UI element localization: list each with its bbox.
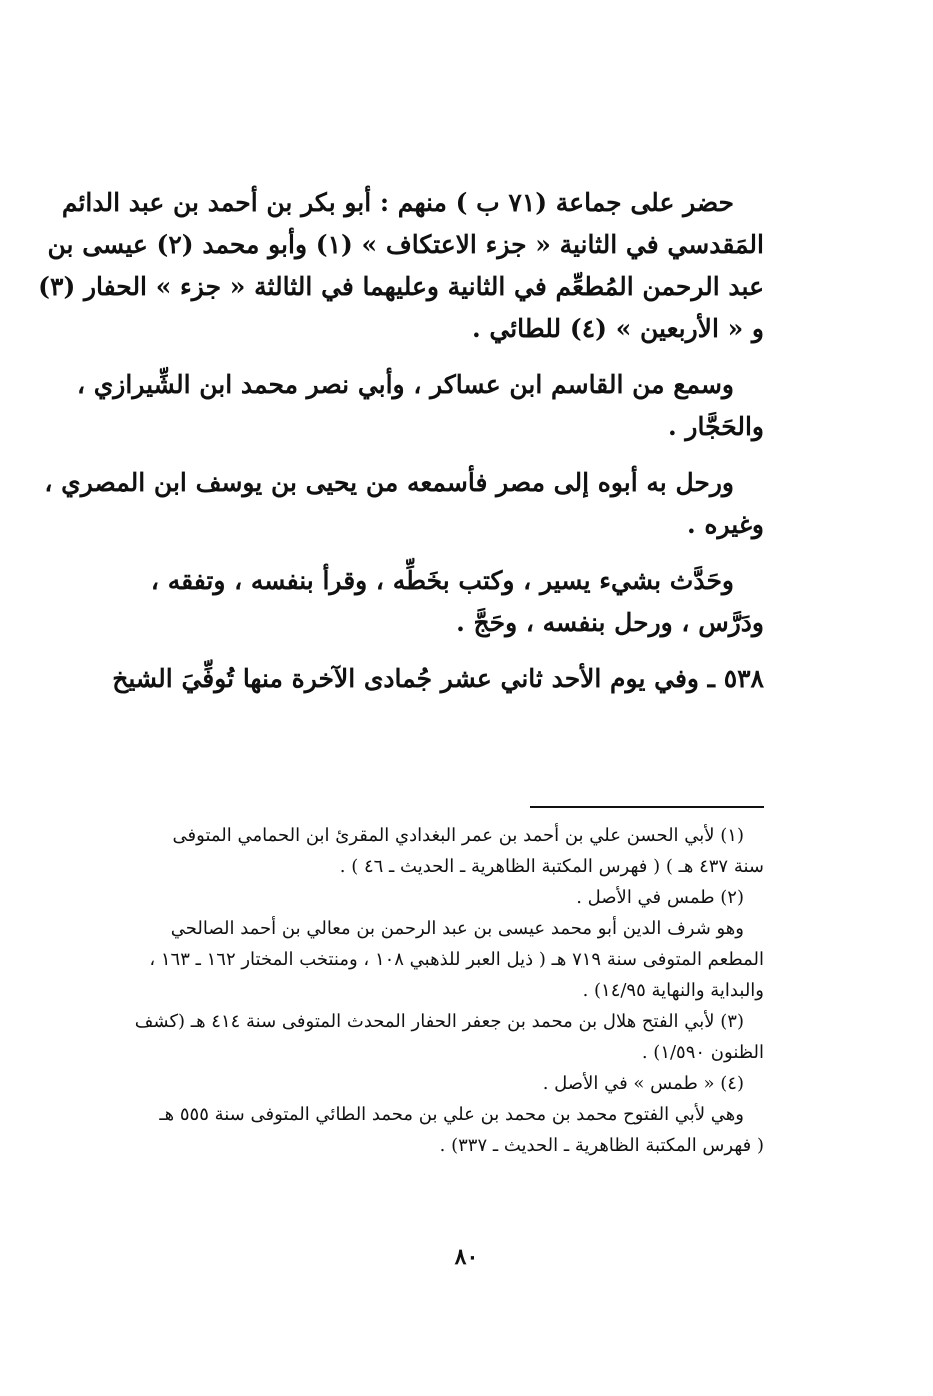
main-line-6: والحَجَّار . — [667, 412, 764, 441]
main-line-9: وحَدَّث بشيء يسير ، وكتب بخَطِّه ، وقرأ بنفسه ، وتفقه ، — [150, 566, 734, 595]
main-line-7: ورحل به أبوه إلى مصر فأسمعه من يحيى بن يوسف ابن المصري ، — [44, 468, 734, 497]
footnotes — [104, 820, 764, 1161]
footnote-4: (٤) « طمس » في الأصل . — [542, 1073, 744, 1094]
main-line-1: حضر على جماعة (٧١ ب ) منهم : أبو بكر بن أحمد بن عبد الدائم — [61, 188, 734, 217]
footnote-2: (٢) طمس في الأصل . — [576, 887, 744, 908]
footnote-2-cont-2: والبداية والنهاية ١٤/٩٥) . — [582, 980, 764, 1001]
main-line-8: وغيره . — [687, 510, 764, 539]
footnote-separator — [530, 806, 764, 808]
main-text — [38, 182, 764, 700]
footnote-1: (١) لأبي الحسن علي بن أحمد بن عمر البغدادي المقرئ ابن الحمامي المتوفى — [172, 825, 744, 846]
footnote-3: (٣) لأبي الفتح هلال بن محمد بن جعفر الحفار المحدث المتوفى سنة ٤١٤ هـ (كشف — [134, 1011, 744, 1032]
footnote-2-note: وهو شرف الدين أبو محمد عيسى بن عبد الرحمن بن معالي بن أحمد الصالحي — [170, 918, 744, 939]
footnote-2-cont: المطعم المتوفى سنة ٧١٩ هـ ( ذيل العبر للذهبي ١٠٨ ، ومنتخب المختار ١٦٢ ـ ١٦٣ ، — [149, 949, 764, 970]
main-line-2: المَقدسي في الثانية « جزء الاعتكاف » (١) وأبو محمد (٢) عيسى بن — [47, 230, 764, 259]
main-line-3: عبد الرحمن المُطعِّم في الثانية وعليهما في الثالثة « جزء » الحفار (٣) — [38, 272, 764, 301]
main-line-4: و « الأربعين » (٤) للطائي . — [471, 314, 764, 343]
footnote-4-cont: ( فهرس المكتبة الظاهرية ـ الحديث ـ ٣٣٧) . — [439, 1135, 764, 1156]
footnote-1-cont: سنة ٤٣٧ هـ ) ( فهرس المكتبة الظاهرية ـ الحديث ـ ٤٦ ) . — [339, 856, 764, 877]
footnote-4-note: وهي لأبي الفتوح محمد بن محمد بن علي بن محمد الطائي المتوفى سنة ٥٥٥ هـ — [159, 1104, 744, 1125]
main-line-10: ودَرَّس ، ورحل بنفسه ، وحَجَّ . — [456, 608, 764, 637]
page-number: ٨٠ — [454, 1244, 479, 1270]
main-line-5: وسمع من القاسم ابن عساكر ، وأبي نصر محمد ابن الشِّيرازي ، — [76, 370, 734, 399]
entry-538-line: ٥٣٨ ـ وفي يوم الأحد ثاني عشر جُمادى الآخرة منها تُوفِّيَ الشيخ — [112, 664, 764, 693]
footnote-3-cont: الظنون ١/٥٩٠) . — [641, 1042, 764, 1063]
